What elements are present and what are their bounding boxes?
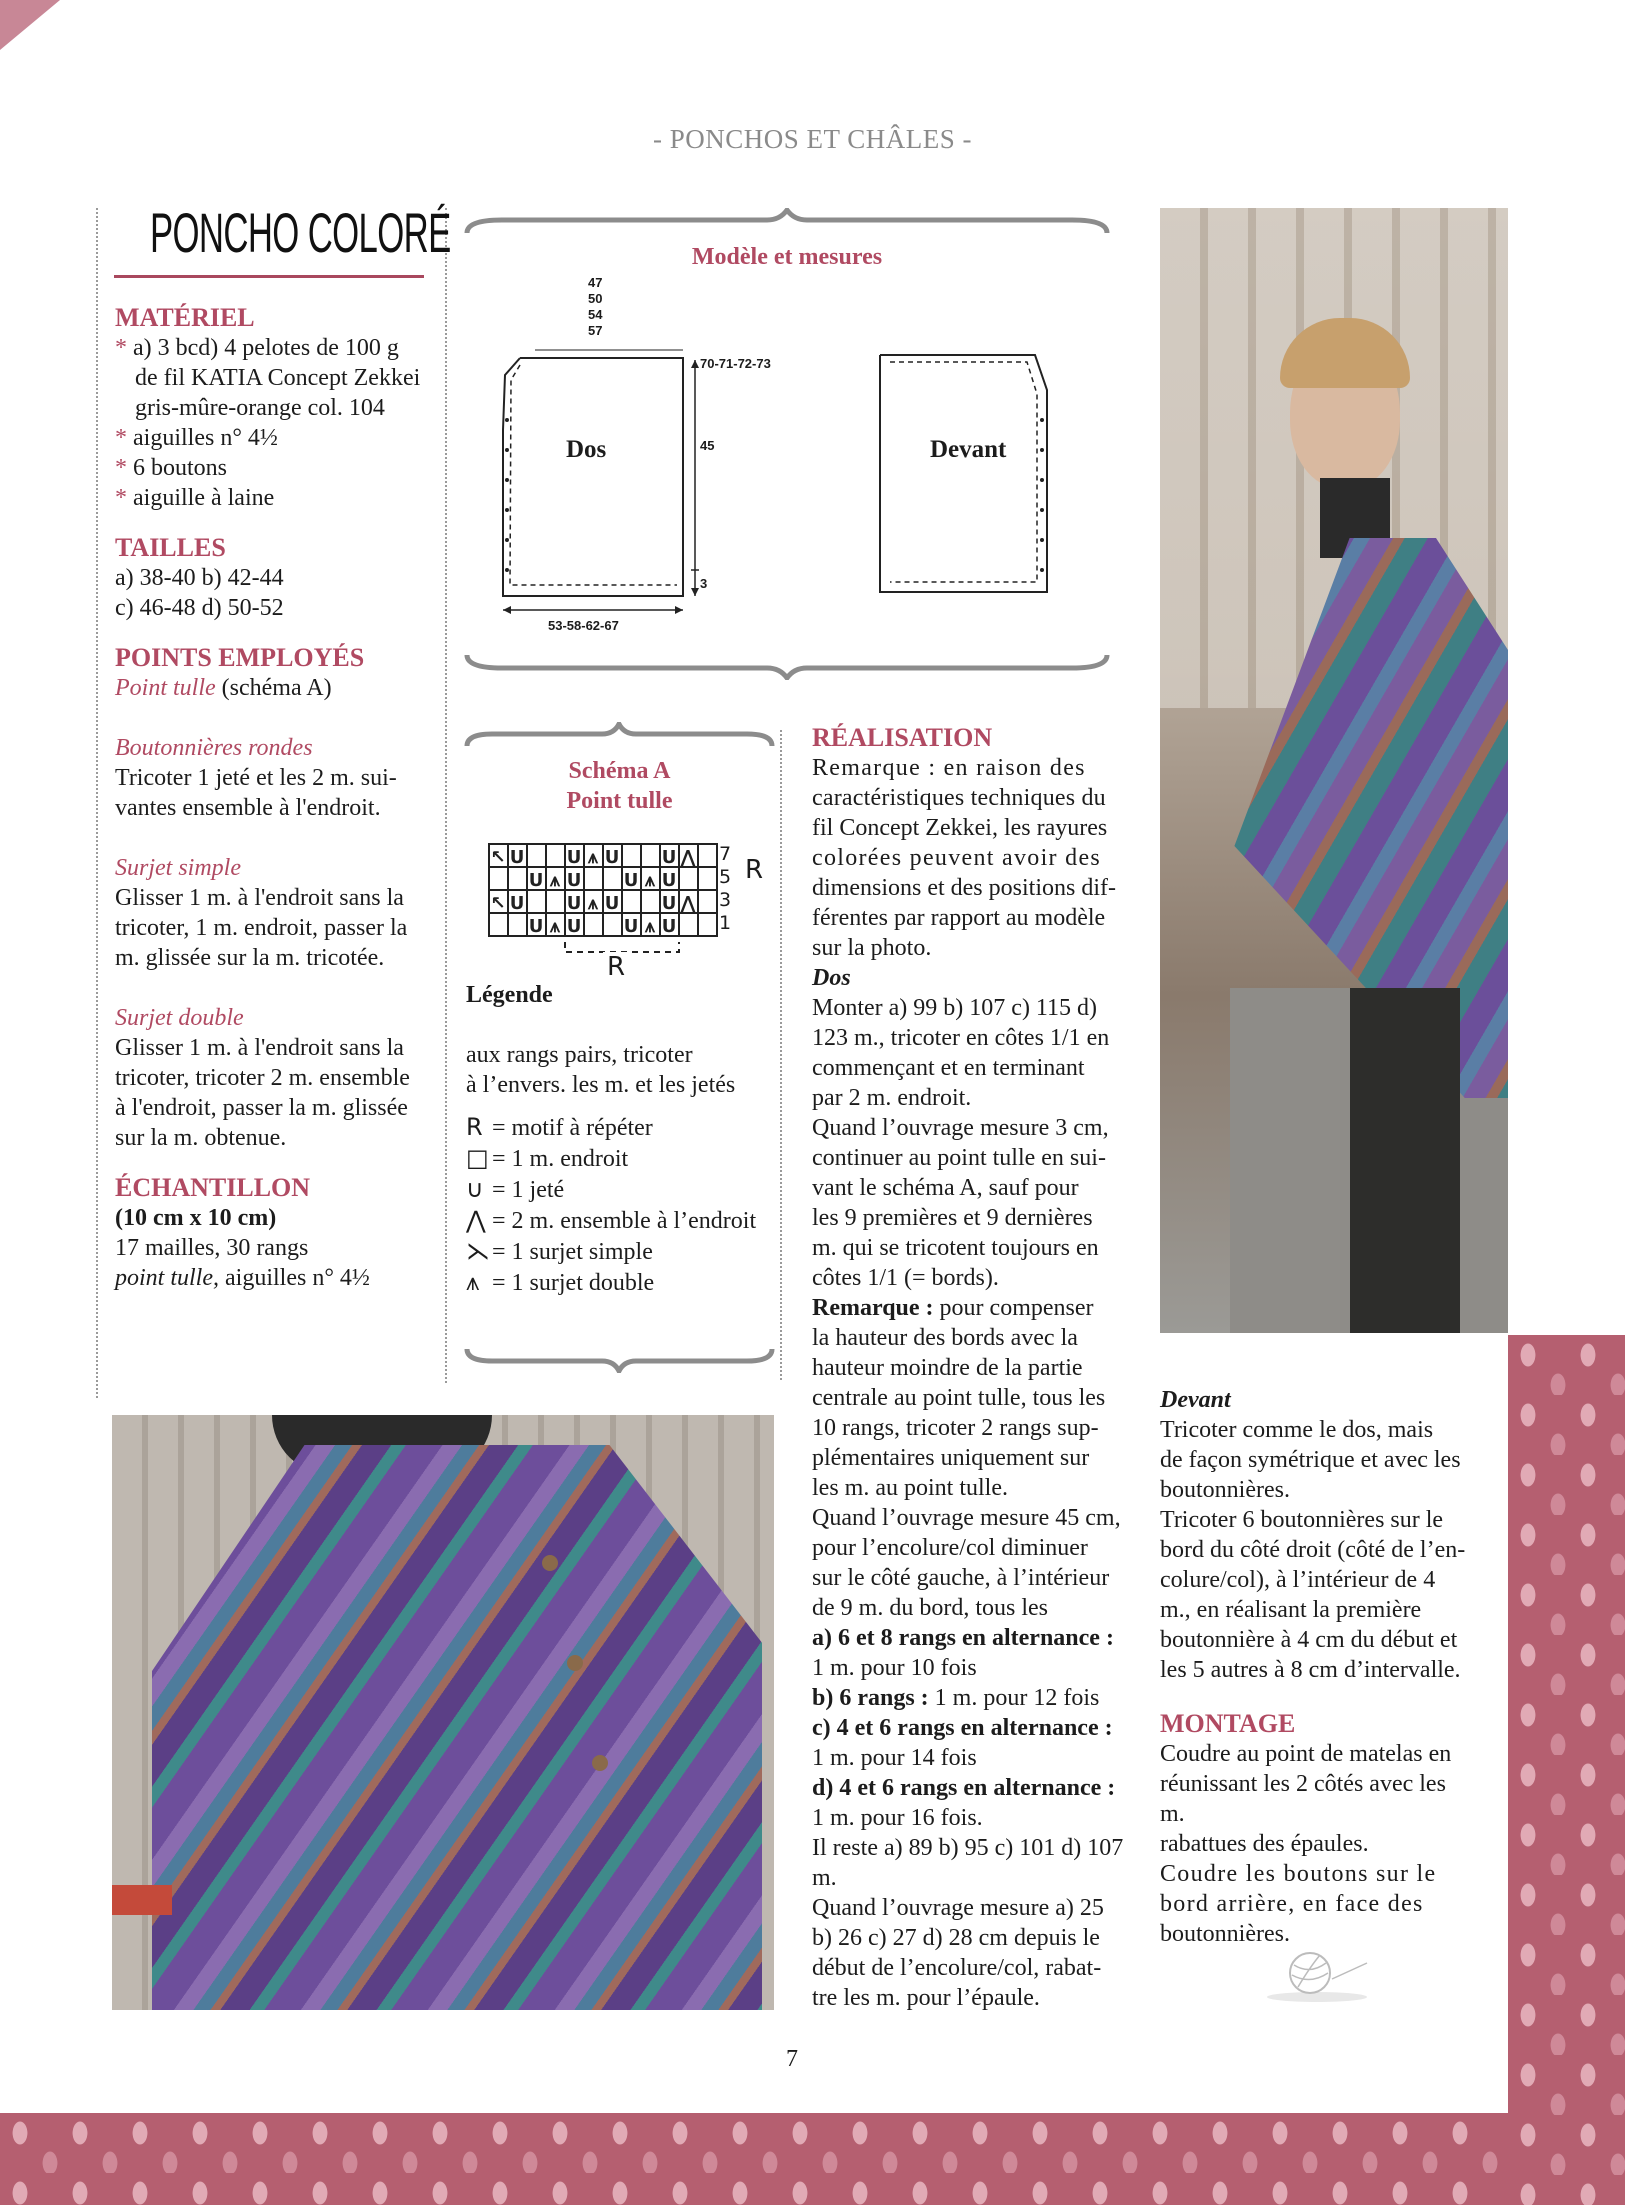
points-line: Point tulle (schéma A) [115, 675, 332, 701]
text-line: vant le schéma A, sauf pour [812, 1175, 1079, 1201]
chart-row-number: 7 [719, 843, 732, 865]
repeat-marker-bottom: R [603, 952, 629, 982]
decrease-rule: d) 4 et 6 rangs en alternance : [812, 1775, 1116, 1801]
legend-item: ∪ = 1 jeté [466, 1175, 565, 1203]
montage-heading: MONTAGE [1160, 1709, 1296, 1738]
svg-text:↖: ↖ [490, 893, 506, 914]
devant-label: Devant [930, 436, 1007, 463]
text-line: hauteur moindre de la partie [812, 1355, 1083, 1381]
materiel-item: * aiguilles n° 4½ [115, 425, 278, 451]
chart-row-number: 5 [719, 866, 732, 888]
svg-text:⋀: ⋀ [680, 847, 696, 868]
text-line: tricoter, 1 m. endroit, passer la [115, 915, 408, 941]
model-bracket-top [462, 208, 1112, 238]
legende-note: aux rangs pairs, tricoter [466, 1042, 693, 1068]
dim-top-1: 47 [588, 275, 603, 290]
surjet-simple-heading: Surjet simple [115, 855, 241, 881]
dim-rib: 3 [700, 576, 708, 591]
legend-section [466, 980, 776, 1298]
text-line: caractéristiques techniques du [812, 785, 1106, 811]
model-bracket-bottom [462, 650, 1112, 680]
text-line: la hauteur des bords avec la [812, 1325, 1078, 1351]
photo-model-wearing-poncho [1160, 208, 1508, 1333]
text-line: Quand l’ouvrage mesure 45 cm, [812, 1505, 1121, 1531]
tailles-heading: TAILLES [115, 533, 226, 562]
text-line: de façon symétrique et avec les [1160, 1447, 1461, 1473]
text-line: 1 m. pour 14 fois [812, 1745, 977, 1771]
chart-row-number: 1 [719, 912, 732, 934]
materiel-heading: MATÉRIEL [115, 303, 255, 332]
text-line: colure/col), à l’intérieur de 4 [1160, 1567, 1436, 1593]
materiel-item: * 6 boutons [115, 455, 228, 481]
schema-title-2: Point tulle [566, 788, 673, 814]
schema-bracket-top [462, 722, 777, 750]
section-header: - PONCHOS ET CHÂLES - [652, 124, 973, 154]
svg-text:U: U [661, 847, 677, 868]
text-line: Coudre les boutons sur le [1160, 1861, 1437, 1887]
svg-text:⩚: ⩚ [587, 893, 599, 914]
svg-text:U: U [661, 916, 677, 937]
text-line: centrale au point tulle, tous les [812, 1385, 1106, 1411]
text-line: boutonnières. [1160, 1921, 1290, 1947]
model-title: Modèle et mesures [691, 244, 883, 270]
svg-text:U: U [509, 847, 525, 868]
devant-column [1160, 1385, 1472, 1949]
text-line: 1 m. pour 16 fois. [812, 1805, 983, 1831]
text-line: Remarque : en raison des [812, 755, 1086, 781]
decrease-rule: a) 6 et 8 rangs en alternance : [812, 1625, 1114, 1651]
text-line: m. glissée sur la m. tricotée. [115, 945, 385, 971]
schema-title-1: Schéma A [568, 758, 671, 784]
text-line: Glisser 1 m. à l'endroit sans la [115, 885, 404, 911]
text-line: continuer au point tulle en sui- [812, 1145, 1106, 1171]
decrease-rule: b) 6 rangs : 1 m. pour 12 fois [812, 1685, 1100, 1711]
text-line: réunissant les 2 côtés avec les m. [1160, 1771, 1446, 1827]
svg-text:⋀: ⋀ [680, 893, 696, 914]
text-line: 123 m., tricoter en côtes 1/1 en [812, 1025, 1110, 1051]
text-line: les m. au point tulle. [812, 1475, 1008, 1501]
text-line: colorées peuvent avoir des [812, 845, 1102, 871]
text-line: les 5 autres à 8 cm d’intervalle. [1160, 1657, 1461, 1683]
text-line: Tricoter 6 boutonnières sur le [1160, 1507, 1444, 1533]
text-line: bord arrière, en face des [1160, 1891, 1424, 1917]
tailles-line: c) 46-48 d) 50-52 [115, 595, 284, 621]
text-line: dimensions et des positions dif- [812, 875, 1116, 901]
text-line: sur la m. obtenue. [115, 1125, 287, 1151]
text-line: sur le côté gauche, à l’intérieur [812, 1565, 1110, 1591]
text-line: Glisser 1 m. à l'endroit sans la [115, 1035, 404, 1061]
legende-note: à l’envers. les m. et les jetés [466, 1072, 736, 1098]
text-line: rabattues des épaules. [1160, 1831, 1369, 1857]
dim-bottom: 53-58-62-67 [548, 618, 619, 633]
dos-pattern-diagram [485, 270, 775, 640]
text-line: Quand l’ouvrage mesure 3 cm, [812, 1115, 1109, 1141]
svg-text:U: U [528, 916, 544, 937]
surjet-double-heading: Surjet double [115, 1005, 244, 1031]
text-line: vantes ensemble à l'endroit. [115, 795, 381, 821]
dim-side: 70-71-72-73 [700, 356, 771, 371]
title-underline [114, 275, 424, 278]
text-line: de 9 m. du bord, tous les [812, 1595, 1048, 1621]
svg-text:U: U [661, 893, 677, 914]
column-divider [780, 730, 782, 1380]
legend-item: ⩚ = 1 surjet double [466, 1268, 655, 1296]
text-line: bord du côté droit (côté de l’en- [1160, 1537, 1466, 1563]
column-divider [96, 208, 98, 1398]
svg-text:U: U [566, 916, 582, 937]
legend-item: ⋋= 1 surjet simple [466, 1237, 653, 1265]
points-heading: POINTS EMPLOYÉS [115, 643, 365, 672]
dos-label: Dos [566, 436, 607, 463]
devant-heading: Devant [1160, 1387, 1231, 1413]
text-line: plémentaires uniquement sur [812, 1445, 1090, 1471]
text-line: Remarque : pour compenser [812, 1295, 1094, 1321]
realisation-column [812, 723, 1124, 2013]
photo-poncho-detail [112, 1415, 774, 2010]
text-line: Il reste a) 89 b) 95 c) 101 d) 107 [812, 1835, 1124, 1861]
svg-text:U: U [566, 870, 582, 891]
text-line: b) 26 c) 27 d) 28 cm depuis le [812, 1925, 1100, 1951]
page-number: 7 [786, 2046, 798, 2072]
repeat-marker-right: R [745, 855, 764, 885]
knit-texture-right [1508, 1335, 1625, 2205]
echantillon-line: point tulle, aiguilles n° 4½ [115, 1265, 370, 1291]
decrease-rule: c) 4 et 6 rangs en alternance : [812, 1715, 1113, 1741]
text-line: début de l’encolure/col, rabat- [812, 1955, 1102, 1981]
svg-text:U: U [623, 916, 639, 937]
dim-top-3: 54 [588, 307, 603, 322]
realisation-heading: RÉALISATION [812, 723, 993, 752]
echantillon-size: (10 cm x 10 cm) [115, 1205, 277, 1231]
svg-text:⩚: ⩚ [644, 870, 656, 891]
text-line: férentes par rapport au modèle [812, 905, 1106, 931]
svg-text:U: U [566, 893, 582, 914]
left-column [115, 303, 431, 1293]
text-line: pour l’encolure/col diminuer [812, 1535, 1088, 1561]
text-line: Quand l’ouvrage mesure a) 25 [812, 1895, 1104, 1921]
point-tulle-chart [485, 840, 775, 980]
text-line: m., en réalisant la première [1160, 1597, 1422, 1623]
svg-text:⩚: ⩚ [587, 847, 599, 868]
materiel-item: * a) 3 bcd) 4 pelotes de 100 g [115, 335, 399, 361]
text-line: tre les m. pour l’épaule. [812, 1985, 1040, 2011]
corner-decoration [0, 0, 60, 60]
svg-text:⩚: ⩚ [549, 916, 561, 937]
legend-item: R = motif à répéter [466, 1113, 653, 1141]
text-line: fil Concept Zekkei, les rayures [812, 815, 1108, 841]
svg-text:U: U [604, 893, 620, 914]
dim-top-2: 50 [588, 291, 603, 306]
column-divider [445, 208, 447, 1383]
text-line: Tricoter comme le dos, mais [1160, 1417, 1434, 1443]
svg-text:U: U [623, 870, 639, 891]
legend-item: ⋀ = 2 m. ensemble à l’endroit [466, 1206, 757, 1234]
svg-text:U: U [661, 870, 677, 891]
legend-item: □ = 1 m. endroit [466, 1144, 629, 1172]
dim-top-4: 57 [588, 323, 603, 338]
dim-height: 45 [700, 438, 715, 453]
echantillon-heading: ÉCHANTILLON [115, 1173, 311, 1202]
text-line: 10 rangs, tricoter 2 rangs sup- [812, 1415, 1099, 1441]
echantillon-line: 17 mailles, 30 rangs [115, 1235, 309, 1261]
knit-texture-bottom [0, 2113, 1625, 2205]
text-line: à l'endroit, passer la m. glissée [115, 1095, 408, 1121]
svg-text:U: U [528, 870, 544, 891]
schema-title [462, 756, 777, 816]
tailles-line: a) 38-40 b) 42-44 [115, 565, 284, 591]
svg-text:⩚: ⩚ [549, 870, 561, 891]
text-line: tricoter, tricoter 2 m. ensemble [115, 1065, 410, 1091]
text-line: commençant et en terminant [812, 1055, 1085, 1081]
svg-text:U: U [566, 847, 582, 868]
text-line: 1 m. pour 10 fois [812, 1655, 977, 1681]
text-line: côtes 1/1 (= bords). [812, 1265, 999, 1291]
text-line: m. qui se tricotent toujours en [812, 1235, 1099, 1261]
text-line: les 9 premières et 9 dernières [812, 1205, 1093, 1231]
materiel-item: * aiguille à laine [115, 485, 275, 511]
materiel-item-cont: gris-mûre-orange col. 104 [135, 395, 385, 421]
yarn-ball-icon [1262, 1945, 1372, 2005]
text-line: Tricoter 1 jeté et les 2 m. sui- [115, 765, 397, 791]
text-line: boutonnières. [1160, 1477, 1290, 1503]
legende-heading: Légende [466, 982, 553, 1008]
text-line: par 2 m. endroit. [812, 1085, 972, 1111]
text-line: m. [812, 1865, 837, 1891]
text-line: sur la photo. [812, 935, 932, 961]
svg-text:↖: ↖ [490, 847, 506, 868]
dos-heading: Dos [812, 965, 851, 991]
devant-pattern-diagram [875, 350, 1075, 600]
chart-row-number: 3 [719, 889, 732, 911]
svg-text:⩚: ⩚ [644, 916, 656, 937]
text-line: Monter a) 99 b) 107 c) 115 d) [812, 995, 1098, 1021]
text-line: Coudre au point de matelas en [1160, 1741, 1452, 1767]
boutonnieres-heading: Boutonnières rondes [115, 735, 313, 761]
svg-text:U: U [509, 893, 525, 914]
svg-text:U: U [604, 847, 620, 868]
schema-bracket-bottom [462, 1345, 777, 1373]
materiel-item-cont: de fil KATIA Concept Zekkei [135, 365, 421, 391]
text-line: boutonnière à 4 cm du début et [1160, 1627, 1458, 1653]
page-title: PONCHO COLORÉ [150, 201, 451, 264]
